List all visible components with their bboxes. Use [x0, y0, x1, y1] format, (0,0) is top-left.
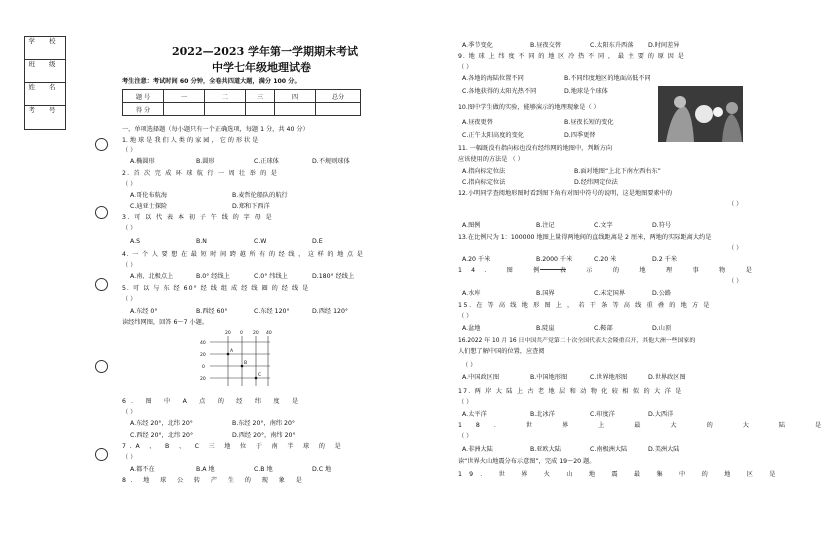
option[interactable]: B.不同纬度地区的地面高低不同 — [564, 75, 651, 82]
answer-paren: （ ） — [122, 454, 137, 461]
question-3: 3. 可 以 代 表 本 初 子 午 线 的 字 母 是 — [122, 214, 274, 221]
option[interactable]: C.指向标定位法 — [462, 179, 506, 186]
option[interactable]: B.昼夜交替 — [530, 42, 561, 49]
score-cell: 总分 — [316, 90, 361, 103]
score-input[interactable] — [275, 103, 316, 116]
answer-paren: （ ） — [728, 201, 743, 208]
binding-hole-icon — [95, 206, 108, 219]
option[interactable]: A.南、北极点上 — [130, 273, 174, 280]
answer-paren: （ ） — [122, 409, 137, 416]
option[interactable]: A.哥伦布航海 — [130, 192, 168, 199]
binding-hole-icon — [95, 138, 108, 151]
option[interactable]: D.C 地 — [312, 466, 332, 473]
binding-hole-icon — [95, 448, 108, 461]
question-9: 9. 地 球 上 纬 度 不 同 的 地 区 冷 热 不 同 ， 最 主 要 的 原 因 是 — [458, 53, 685, 60]
grid-top-label: 0 — [240, 331, 243, 336]
option[interactable]: A.水库 — [462, 290, 481, 297]
option[interactable]: C.文字 — [594, 222, 613, 229]
answer-paren: （ ） — [122, 181, 137, 188]
question-1: 1. 地 球 是 我 们 人 类 的 家 园 ， 它 的 形 状 是 — [122, 137, 259, 144]
point-label: A — [230, 349, 234, 354]
option[interactable]: D.2 千米 — [652, 256, 678, 263]
option[interactable]: D.符号 — [652, 222, 672, 229]
question-6: 6. 图 中 A 点 的 经 纬 度 是 — [122, 398, 304, 405]
option[interactable]: B.中国地形图 — [530, 374, 568, 381]
question-17: 17. 两 岸 大 陆 上 古 老 地 层 和 动 物 化 较 相 似 的 大 洋 是 — [458, 388, 683, 395]
legend-symbol-line — [540, 269, 566, 270]
question-19: 19. 世 界 火 山 地 震 最 集 中 的 地 区 是 — [458, 471, 783, 478]
point-label: C — [258, 373, 262, 378]
score-table — [122, 89, 361, 116]
score-input[interactable] — [316, 103, 361, 116]
grid-left-label: 20 — [200, 353, 206, 358]
question-4: 4. 一 个 人 要 想 在 最 短 时 间 跨 越 所 有 的 经 线 ， 这 样 的 地 点 是 — [122, 251, 364, 258]
option[interactable]: B.注记 — [536, 222, 555, 229]
option[interactable]: B.面对地图“上北下南左西右东” — [574, 168, 661, 175]
grid-left-label: 20 — [200, 377, 206, 382]
option[interactable]: B.2000 千米 — [536, 256, 573, 263]
grid-left-label: 0 — [202, 365, 205, 370]
question-16-cont: 人们想了解中国的位置，应查阅 — [458, 348, 545, 355]
option[interactable]: A.东经 0° — [130, 308, 158, 315]
exam-title: 2022—2023 学年第一学期期末考试 — [172, 45, 359, 58]
question-11: 11. 一幅既没有指向标也没有经纬网的地图中，判断方向 — [458, 145, 613, 152]
figure-instruction: 读“世界火山地震分布示意图”，完成 19～20 题。 — [458, 458, 596, 465]
answer-paren: （ ） — [458, 433, 473, 440]
option[interactable]: C.B 地 — [254, 466, 273, 473]
question-16: 16.2022 年 10 月 16 日中国共产党第二十次全国代表大会隆重召开，其他大洲一些国家的 — [458, 338, 696, 344]
score-input[interactable] — [205, 103, 246, 116]
option[interactable]: D.公路 — [652, 290, 672, 297]
option[interactable]: D.美洲大陆 — [648, 446, 680, 453]
option[interactable]: A.S — [130, 238, 141, 245]
exam-number-label: 考 号 — [28, 106, 62, 114]
grid-left-label: 40 — [200, 341, 206, 346]
score-input[interactable] — [164, 103, 205, 116]
question-8: 8. 地 球 公 转 产 生 的 现 象 是 — [122, 477, 307, 484]
option[interactable]: A.指向标定位法 — [462, 168, 506, 175]
binding-hole-icon — [95, 360, 108, 373]
option[interactable]: C.0° 纬线上 — [254, 273, 288, 280]
option[interactable]: D.郑和下西洋 — [232, 203, 270, 210]
option[interactable]: C.西经 20°，北纬 20° — [130, 432, 194, 439]
option[interactable]: D.世界政区图 — [648, 374, 686, 381]
grid-top-label: 40 — [266, 331, 272, 336]
option[interactable]: D.大西洋 — [648, 411, 674, 418]
option[interactable]: A.20 千米 — [462, 256, 491, 263]
answer-paren: （ ） — [458, 313, 473, 320]
score-table-row — [123, 103, 361, 116]
option[interactable]: B.0° 经线上 — [196, 273, 230, 280]
option[interactable]: C.东经 120° — [254, 308, 290, 315]
point-a — [227, 353, 230, 356]
option[interactable]: A.都不在 — [130, 466, 155, 473]
answer-paren: （ ） — [458, 399, 473, 406]
grid-top-label: 20 — [225, 331, 231, 336]
score-cell: 四 — [275, 90, 316, 103]
score-cell: 得 分 — [123, 103, 164, 116]
option[interactable]: D.180° 经线上 — [312, 273, 355, 280]
answer-paren: （ ） — [462, 362, 477, 369]
option[interactable]: C.太阳东升西落 — [590, 42, 634, 49]
question-7: 7.A 、 B 、 C 三 地 位 于 南 半 球 的 是 — [122, 443, 345, 450]
point-label: B — [244, 361, 248, 366]
option[interactable]: B.麦哲伦船队的航行 — [232, 192, 288, 199]
question-15: 15. 在 等 高 线 地 形 图 上 ， 若 干 条 等 高 线 重 叠 的 地 方 是 — [458, 302, 712, 309]
option[interactable]: B.西经 60° — [196, 308, 228, 315]
question-5: 5. 可 以 与 东 经 60° 经 线 组 成 经 线 圈 的 经 线 是 — [122, 285, 310, 292]
option[interactable]: A.非洲大陆 — [462, 446, 493, 453]
option[interactable]: B.圆形 — [196, 158, 215, 165]
option[interactable]: A.昼夜更替 — [462, 119, 493, 126]
option[interactable]: C.南极洲大陆 — [590, 446, 628, 453]
option[interactable]: A.太平洋 — [462, 411, 487, 418]
name-label: 姓 名 — [25, 83, 65, 106]
binding-box — [24, 36, 66, 130]
answer-paren: （ ） — [728, 278, 743, 285]
option[interactable]: C.迪亚士探险 — [130, 203, 168, 210]
option[interactable]: C.W — [254, 238, 267, 245]
option[interactable]: D.时间差异 — [648, 42, 680, 49]
option[interactable]: B.昼夜长短的变化 — [564, 119, 614, 126]
option[interactable]: C.鞍部 — [594, 325, 613, 332]
option[interactable]: A.东经 20°，北纬 20° — [130, 420, 193, 427]
question-11-cont: 应该使用的方法是 （ ） — [458, 156, 524, 163]
answer-paren: （ ） — [458, 64, 473, 71]
answer-paren: （ ） — [122, 147, 137, 154]
option[interactable]: A.图例 — [462, 222, 481, 229]
question-10: 10.图中学生做的实验，能够演示的地理现象是（ ） — [458, 104, 600, 111]
point-c — [255, 377, 258, 380]
option[interactable]: C.印度洋 — [590, 411, 615, 418]
option[interactable]: D.E — [312, 238, 323, 245]
question-12: 12.小明同学查阅地形图时看到图下角有对图中符号的说明，这是地图要素中的 — [458, 190, 673, 197]
option[interactable]: B.北冰洋 — [530, 411, 555, 418]
option[interactable]: D.不规则球体 — [312, 158, 350, 165]
option[interactable]: C.20 米 — [594, 256, 617, 263]
option[interactable]: A.中国政区图 — [462, 374, 500, 381]
question-2: 2. 首 次 完 成 环 球 航 行 一 周 壮 举 的 是 — [122, 170, 279, 177]
option[interactable]: A.各地的海陆位置不同 — [462, 75, 524, 82]
option[interactable]: D.四季更替 — [564, 132, 596, 139]
score-cell: 二 — [205, 90, 246, 103]
latitude-longitude-grid — [200, 330, 278, 392]
option[interactable]: C.世界地形图 — [590, 374, 628, 381]
binding-hole-icon — [95, 278, 108, 291]
grid-top-label: 20 — [253, 331, 259, 336]
score-cell: 题 号 — [123, 90, 164, 103]
option[interactable]: B.东经 20°，南纬 20° — [232, 420, 296, 427]
option[interactable]: A.盆地 — [462, 325, 481, 332]
exam-notice: 考生注意：考试时间 60 分钟，全卷共四道大题，满分 100 分。 — [122, 78, 301, 85]
answer-paren: （ ） — [122, 262, 137, 269]
figure-instruction: 读经纬网图，回答 6～7 小题。 — [122, 319, 209, 326]
option[interactable]: D.西经 20°，南纬 20° — [232, 432, 296, 439]
option[interactable]: A.季节变化 — [462, 42, 493, 49]
question-14: 14. 图 例 表 示 的 地 理 事 物 是 — [458, 267, 761, 274]
option[interactable]: D.西经 120° — [312, 308, 348, 315]
score-cell: 一 — [164, 90, 205, 103]
option[interactable]: B.陡崖 — [536, 325, 555, 332]
option[interactable]: D.山顶 — [652, 325, 672, 332]
exam-subtitle: 中学七年级地理试卷 — [212, 61, 311, 74]
option[interactable]: C.未定国界 — [594, 290, 626, 297]
score-input[interactable] — [246, 103, 275, 116]
question-18: 18. 世 界 上 最 大 的 大 陆 是 — [458, 422, 835, 429]
answer-paren: （ ） — [122, 225, 137, 232]
option[interactable]: B.N — [196, 238, 207, 245]
option[interactable]: B.国界 — [536, 290, 555, 297]
question-13: 13.在比例尺为 1：100000 地图上量得两地间的直线距离是 2 厘米，两地的实际距离大约是 — [458, 234, 712, 241]
option[interactable]: C.各地获得的太阳光热不同 — [462, 88, 537, 95]
option[interactable]: B.亚欧大陆 — [530, 446, 561, 453]
option[interactable]: C.正球体 — [254, 158, 279, 165]
school-label: 学 校 — [25, 37, 65, 60]
class-label: 班 级 — [25, 60, 65, 83]
answer-paren: （ ） — [728, 245, 743, 252]
option[interactable]: B.A 地 — [196, 466, 215, 473]
score-table-row — [123, 90, 361, 103]
point-b — [241, 365, 244, 368]
option[interactable]: D.地球是个球体 — [564, 88, 608, 95]
option[interactable]: A.椭圆形 — [130, 158, 155, 165]
answer-paren: （ ） — [122, 296, 137, 303]
option[interactable]: C.正午太阳高度的变化 — [462, 132, 524, 139]
option[interactable]: D.经纬网定位法 — [574, 179, 618, 186]
score-cell: 三 — [246, 90, 275, 103]
section-heading: 一、单项选择题（每小题只有一个正确选项，每题 1 分，共 40 分） — [122, 126, 309, 133]
experiment-photo — [658, 86, 743, 142]
